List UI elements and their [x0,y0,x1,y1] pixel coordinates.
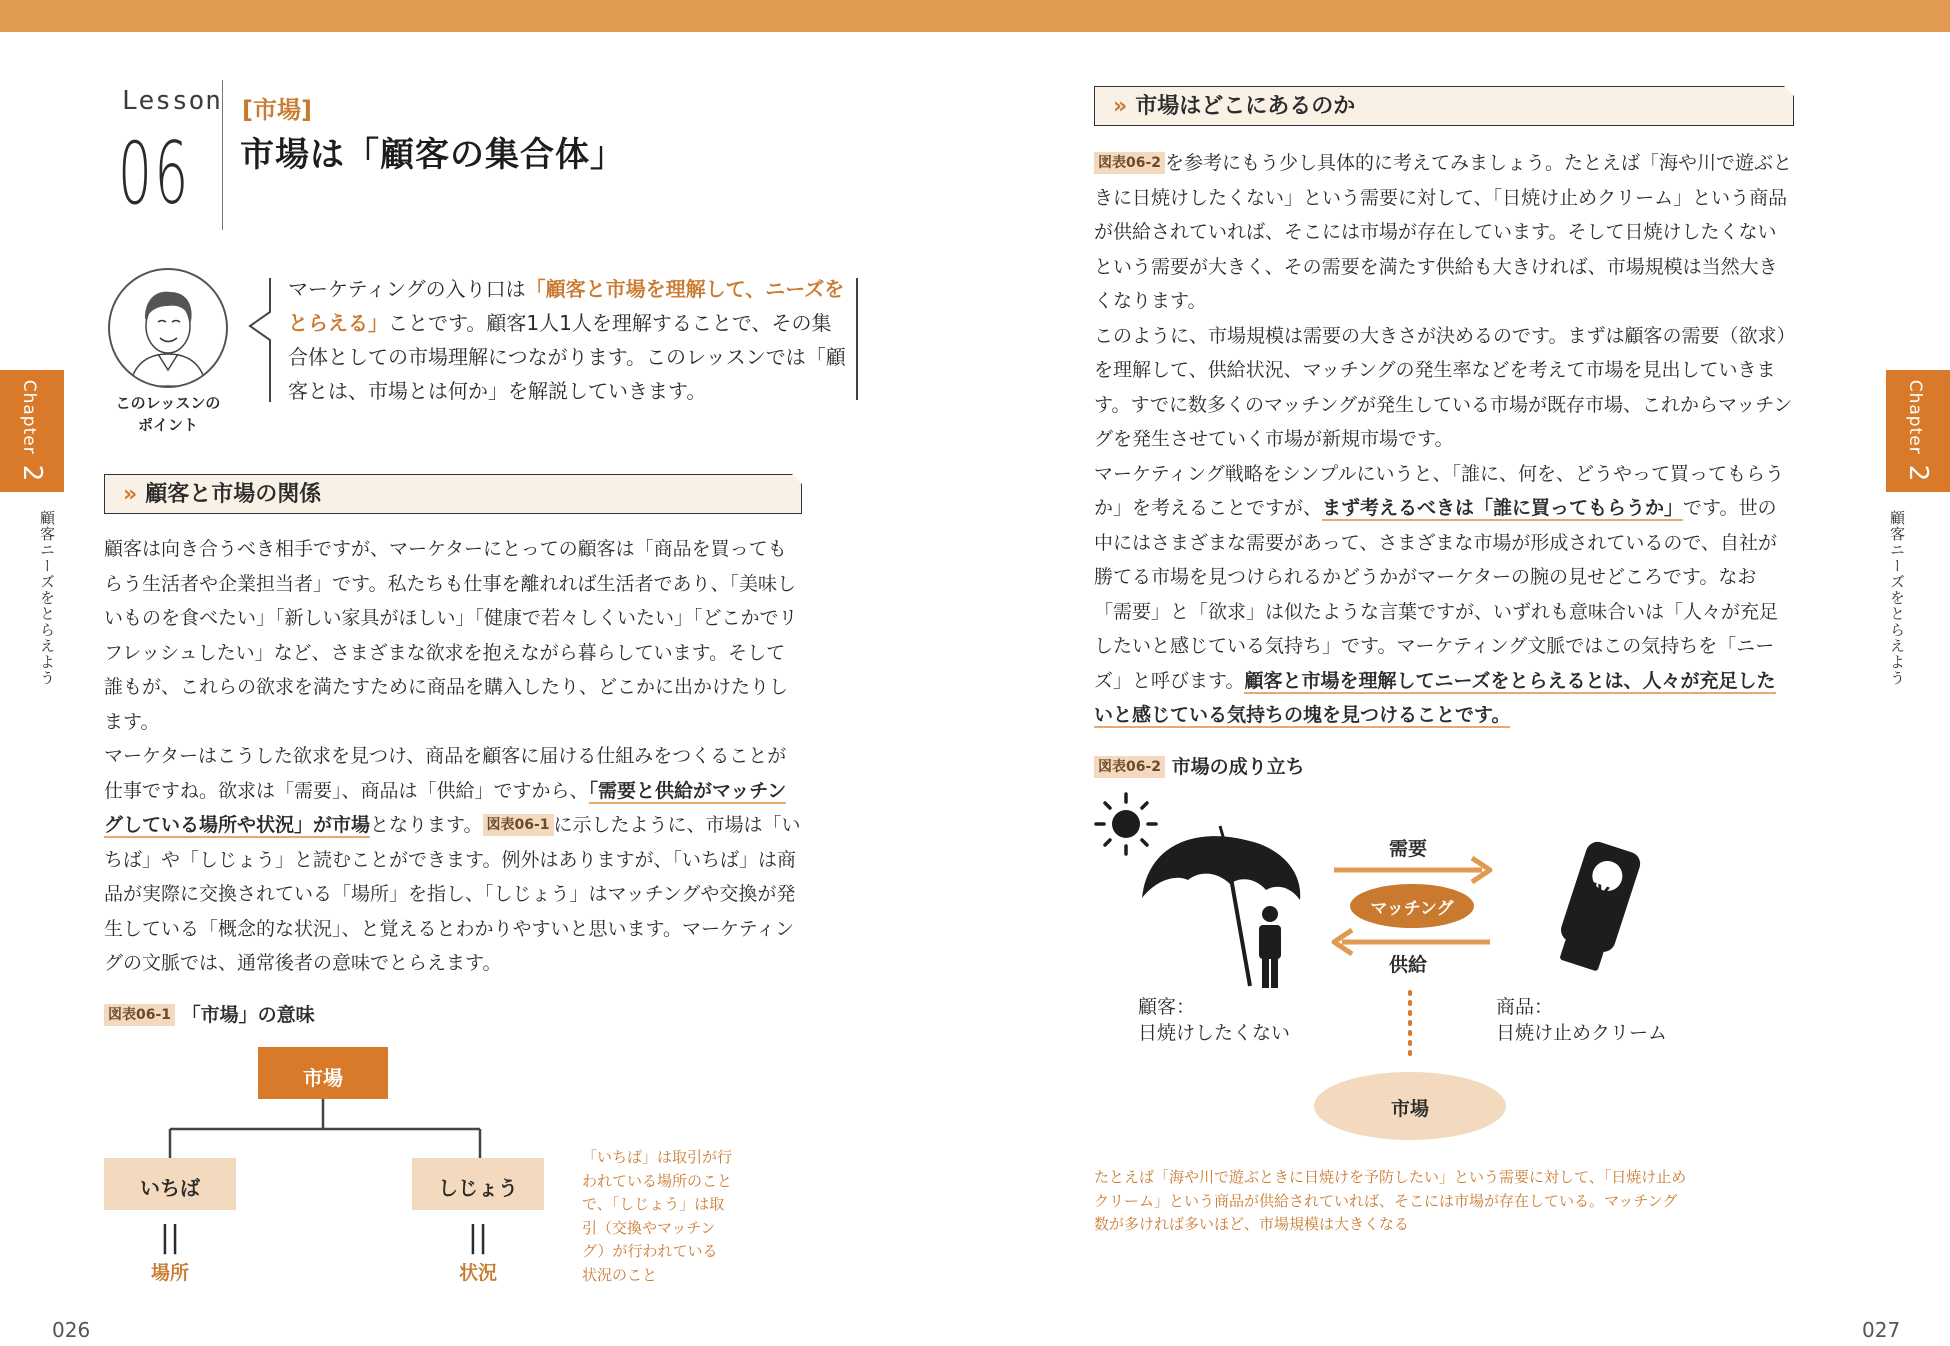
avatar-caption: このレッスンの ポイント [115,394,221,434]
person-icon [1259,906,1281,988]
matching-label: マッチング [1370,899,1454,919]
lesson-point-text: マーケティングの入り口は「顧客と市場を理解して、ニーズをとらえる」ことです。顧客1人1人を理解することで、その集合体としての市場理解につながります。このレッスンでは「顧客とは、市場とは何か」を解説していきます。 [288,277,846,403]
equals-sign-left: || [159,1220,181,1255]
chapter-side-label-left: 顧客ニーズをとらえよう [38,510,56,686]
right-body-text [1094,146,1794,733]
paragraph: 顧客は向き合うべき相手ですが、マーケターにとっての顧客は「商品を買ってもらう生活者や企業担当者」です。私たちも仕事を離れれば生活者であり、「美味しいものを食べたい」「新しい家具がほしい」「健康で若々しくいたい」「どこかでリフレッシュしたい」など、さまざまな欲求を抱えながら暮らしています。そして誰もが、これらの欲求を満たすために商品を購入したり、どこかに出かけたりします。 [104,538,798,733]
author-portrait-icon [110,270,226,386]
paragraph: このように、市場規模は需要の大きさが決めるのです。まずは顧客の需要（欲求）を理解して、供給状況、マッチングの発生率などを考えて市場を見出していきます。すでに数多くのマッチングが発生している市場が既存市場、これからマッチングを発生させていく市場が新規市場です。 [1094,324,1793,450]
supply-label: 供給 [1388,954,1427,976]
chapter-side-label-right: 顧客ニーズをとらえよう [1888,510,1906,686]
top-accent-bar [0,0,1950,32]
equals-sign-right: || [467,1220,489,1255]
section-heading-where-market: » 市場はどこにあるのか [1094,86,1794,126]
left-body-text [104,532,804,981]
lesson-divider [222,80,223,230]
sun-icon [1096,794,1156,854]
market-label: 市場 [1390,1098,1429,1120]
paragraph: マーケターはこうした欲求を見つけ、商品を顧客に届ける仕組みをつくることが仕事ですね。欲求は「需要」、商品は「供給」ですから、「需要と供給がマッチングしている場所や状況」が市場となります。 図表06-1 に示したように、市場は「いちば」や「しじょう」と読むことができます。例外はありますが、「いちば」は商品が実際に交換されている「場所」を指し、「しじょう」はマッチングや交換が発生している「概念的な状況」、と覚えるとわかりやすいと思います。マーケティングの文脈では、通常後者の意味でとらえます。 [104,745,801,974]
market-root-label: 市場 [303,1066,343,1090]
chapter-tab-right: Chapter2 [1886,370,1950,492]
page-number-right: 027 [1862,1318,1901,1342]
paragraph: 図表06-2 を参考にもう少し具体的に考えてみましょう。たとえば「海や川で遊ぶときに日焼けしたくない」という需要に対して、「日焼け止めクリーム」という商品が供給されていれば、そこには市場が存在しています。そして日焼けしたくないという需要が大きく、その需要を満たす供給も大きければ、市場規模は当然大きくなります。 [1094,152,1793,312]
figure-note-06-1: 「いちば」は取引が行われている場所のことで、「しじょう」は取引（交換やマッチング）が行われている状況のこと [582,1148,733,1284]
figure-ref-tag: 図表06-1 [483,814,554,836]
customer-caption: 顧客： 日焼けしたくない [1138,996,1291,1044]
page-number-left: 026 [52,1318,91,1342]
figure-caption-06-1: 図表06-1 「市場」の意味 [104,1000,315,1027]
bubble-right-rule [856,278,858,400]
figure-caption-06-2: 図表06-2 市場の成り立ち [1094,752,1305,779]
uv-label: UV [1580,876,1612,903]
lesson-number: 06 [118,124,191,224]
ichiba-label: いちば [140,1176,200,1200]
situation-label: 状況 [458,1262,497,1284]
lesson-label: Lesson [122,86,222,116]
figure-ref-tag: 図表06-2 [1094,152,1165,174]
paragraph: マーケティング戦略をシンプルにいうと、「誰に、何を、どうやって買ってもらうか」を考えることですが、まず考えるべきは「誰に買ってもらうか」です。世の中にはさまざまな需要があって、さまざまな市場が形成されているので、自社が勝てる市場を見つけられるかどうかがマーケターの腕の見せどころです。なお「需要」と「欲求」は似たような言葉ですが、いずれも意味合いは「人々が充足したいと感じている気持ち」です。マーケティング文脈ではこの気持ちを「ニーズ」と呼びます。顧客と市場を理解してニーズをとらえるとは、人々が充足したいと感じている気持ちの塊を見つけることです。 [1094,462,1784,726]
sunscreen-tube-icon [1552,839,1644,974]
place-label: 場所 [150,1262,189,1284]
section-heading-customer-market: » 顧客と市場の関係 [104,474,802,514]
lesson-kicker: [市場] [242,96,312,124]
speech-bubble-pointer [248,278,278,402]
chapter-tab-left: Chapter2 [0,370,64,492]
demand-arrow-icon [1334,858,1490,882]
author-avatar [108,268,228,388]
demand-label: 需要 [1388,838,1427,860]
page-title: 市場は「顧客の集合体」 [240,135,625,175]
figure-note-06-2: たとえば「海や川で遊ぶときに日焼けを予防したい」という需要に対して、「日焼け止めクリーム」という商品が供給されていれば、そこには市場が存在している。マッチング数が多ければ多いほど、市場規模は大きくなる [1094,1168,1687,1233]
shijou-label: しじょう [438,1176,518,1200]
product-caption: 商品： 日焼け止めクリーム [1496,996,1668,1044]
